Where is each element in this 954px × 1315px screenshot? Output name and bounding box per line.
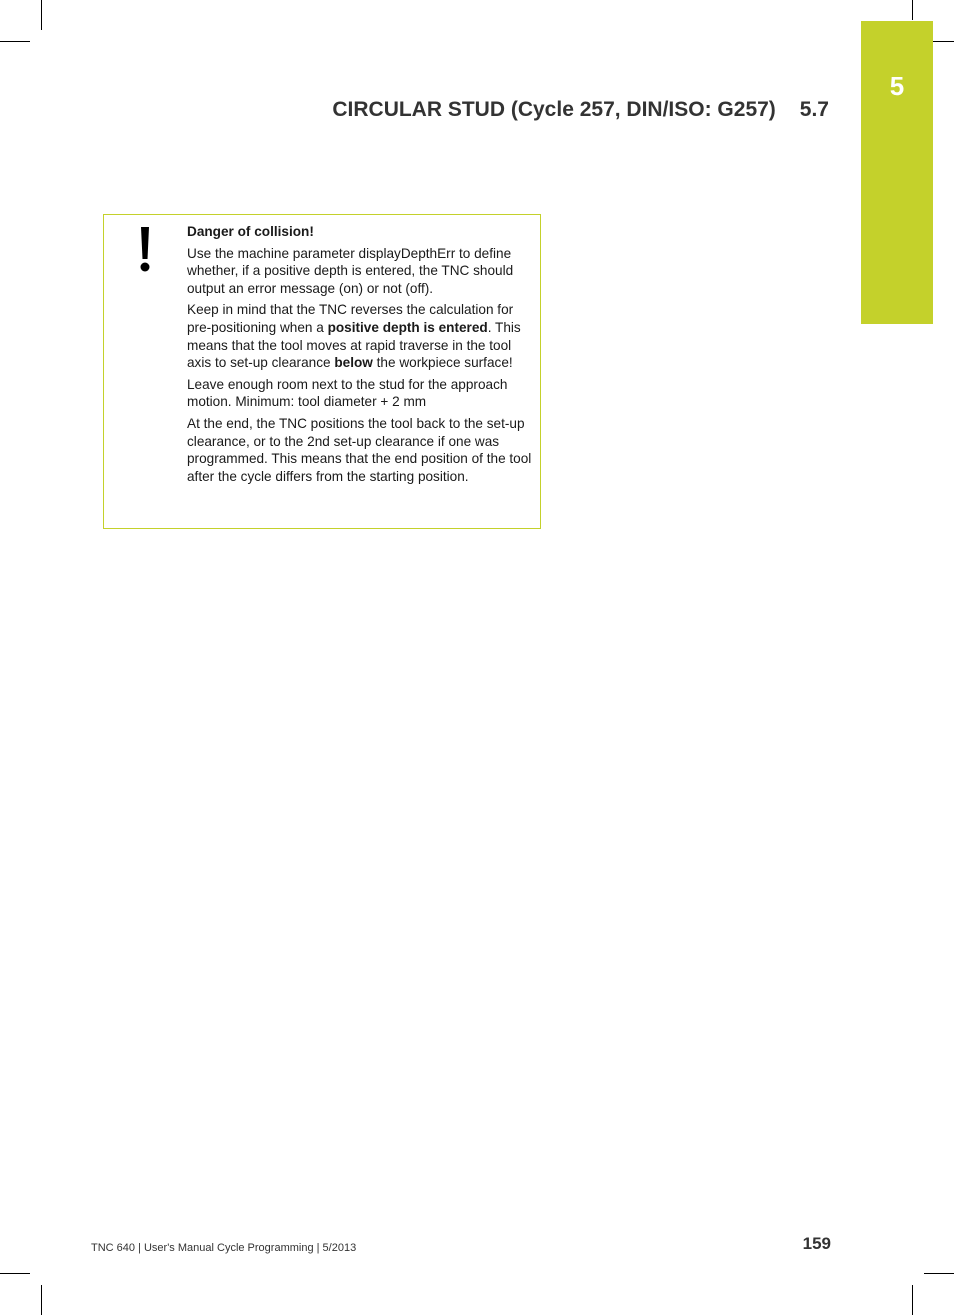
page-number: 159	[802, 1234, 831, 1253]
crop-mark	[41, 1285, 42, 1315]
crop-mark	[912, 1285, 913, 1315]
warning-paragraph: Leave enough room next to the stud for the approach motion. Minimum: tool diameter + 2 mm	[187, 376, 508, 410]
crop-mark	[924, 1273, 954, 1274]
crop-mark	[912, 0, 913, 20]
warning-title: Danger of collision!	[187, 224, 314, 239]
crop-mark	[0, 41, 30, 42]
warning-box	[103, 214, 541, 529]
warning-paragraph: Keep in mind that the TNC reverses the calculation for pre-positioning when a positive depth is entered. This means that the tool moves at rapid traverse in the tool axis to set-up clearance below the workpiece surface!	[187, 302, 521, 371]
crop-mark	[41, 0, 42, 30]
section-title: CIRCULAR STUD (Cycle 257, DIN/ISO: G257)	[332, 98, 776, 121]
chapter-tab	[861, 21, 933, 324]
warning-body	[187, 223, 539, 489]
warning-paragraph: Use the machine parameter displayDepthErr to define whether, if a positive depth is entered, the TNC should output an error message (on) or not (off).	[187, 245, 514, 296]
footer-text: TNC 640 | User's Manual Cycle Programming | 5/2013	[91, 1242, 357, 1254]
chapter-number: 5	[889, 71, 905, 101]
crop-mark	[0, 1273, 30, 1274]
warning-paragraph: At the end, the TNC positions the tool back to the set-up clearance, or to the 2nd set-up clearance if one was programmed. This means that the end position of the tool after the cycle differs from the starting position.	[187, 415, 532, 484]
running-head	[332, 98, 829, 122]
exclamation-icon	[138, 227, 152, 273]
section-number: 5.7	[799, 98, 829, 121]
